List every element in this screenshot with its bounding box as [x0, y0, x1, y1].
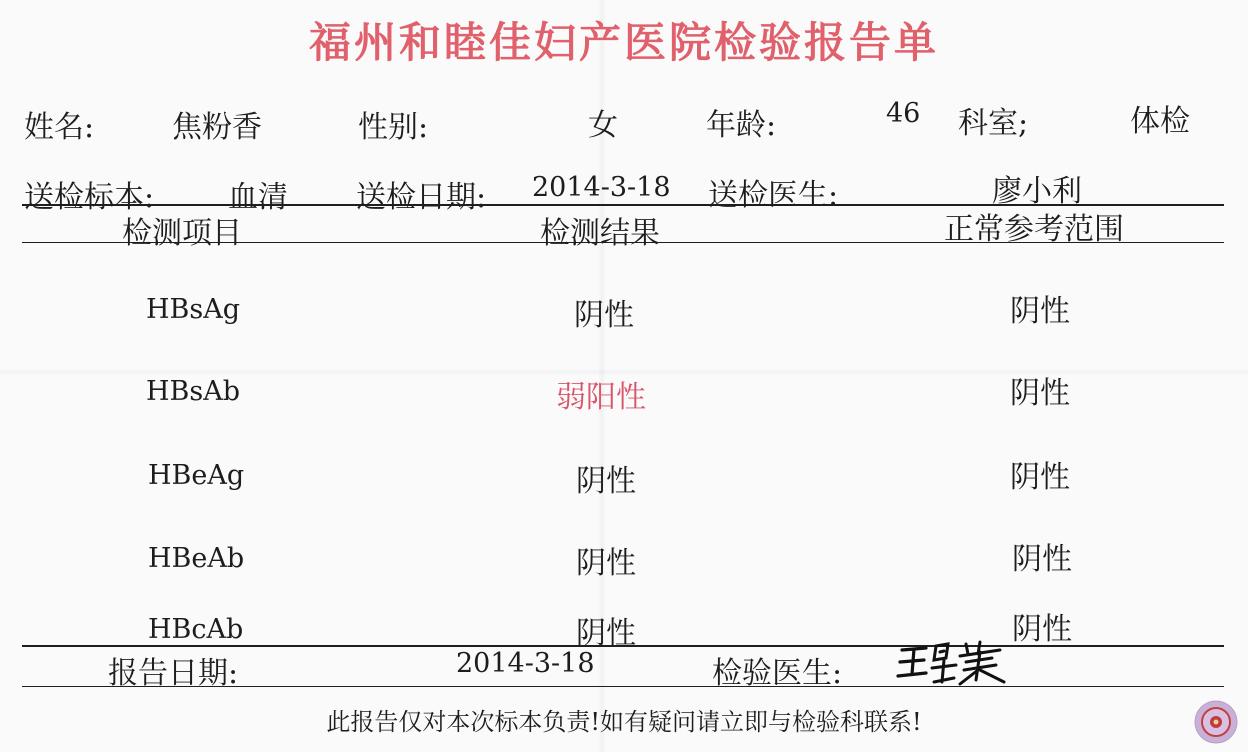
header-item: 检测项目	[122, 216, 242, 251]
patient-name: 焦粉香	[172, 110, 262, 145]
row-4-result: 阴性	[576, 546, 636, 581]
footer-notice: 此报告仅对本次标本负责!如有疑问请立即与检验科联系!	[326, 708, 922, 736]
row-3-item: HBeAg	[148, 460, 245, 491]
row-2-result: 弱阳性	[556, 380, 646, 415]
row-5-item: HBcAb	[148, 614, 244, 645]
row-4-reference: 阴性	[1012, 542, 1072, 577]
seal-stamp-icon	[1193, 699, 1239, 745]
age-label: 年龄:	[706, 108, 777, 143]
row-1-reference: 阴性	[1010, 294, 1070, 329]
row-3-result: 阴性	[576, 464, 636, 499]
dept-label: 科室;	[958, 106, 1029, 141]
row-4-item: HBeAb	[148, 543, 245, 574]
specimen-label: 送检标本:	[24, 180, 155, 215]
divider-bottom-1	[22, 645, 1224, 647]
send-date-value: 2014-3-18	[532, 172, 671, 203]
patient-gender: 女	[588, 108, 618, 143]
header-reference: 正常参考范围	[944, 212, 1124, 247]
divider-header	[22, 242, 1224, 243]
row-5-reference: 阴性	[1012, 612, 1072, 647]
report-title: 福州和睦佳妇产医院检验报告单	[308, 18, 939, 67]
specimen-value: 血清	[228, 180, 288, 215]
doctor-signature	[896, 638, 1016, 686]
send-doctor-label: 送检医生:	[708, 178, 839, 213]
header-result: 检测结果	[540, 216, 660, 251]
gender-label: 性别:	[358, 110, 429, 145]
lab-doctor-label: 检验医生:	[712, 656, 843, 691]
row-5-result: 阴性	[576, 616, 636, 651]
row-2-item: HBsAb	[146, 376, 241, 407]
row-1-item: HBsAg	[146, 294, 241, 325]
row-3-reference: 阴性	[1010, 460, 1070, 495]
send-date-label: 送检日期:	[356, 180, 487, 215]
divider-bottom-2	[22, 686, 1224, 687]
row-2-reference: 阴性	[1010, 376, 1070, 411]
patient-dept: 体检	[1130, 104, 1190, 139]
name-label: 姓名:	[24, 110, 95, 145]
report-date-value: 2014-3-18	[456, 648, 595, 679]
row-1-result: 阴性	[574, 298, 634, 333]
report-date-label: 报告日期:	[108, 656, 239, 691]
patient-age: 46	[886, 98, 921, 129]
send-doctor-value: 廖小利	[992, 174, 1082, 209]
